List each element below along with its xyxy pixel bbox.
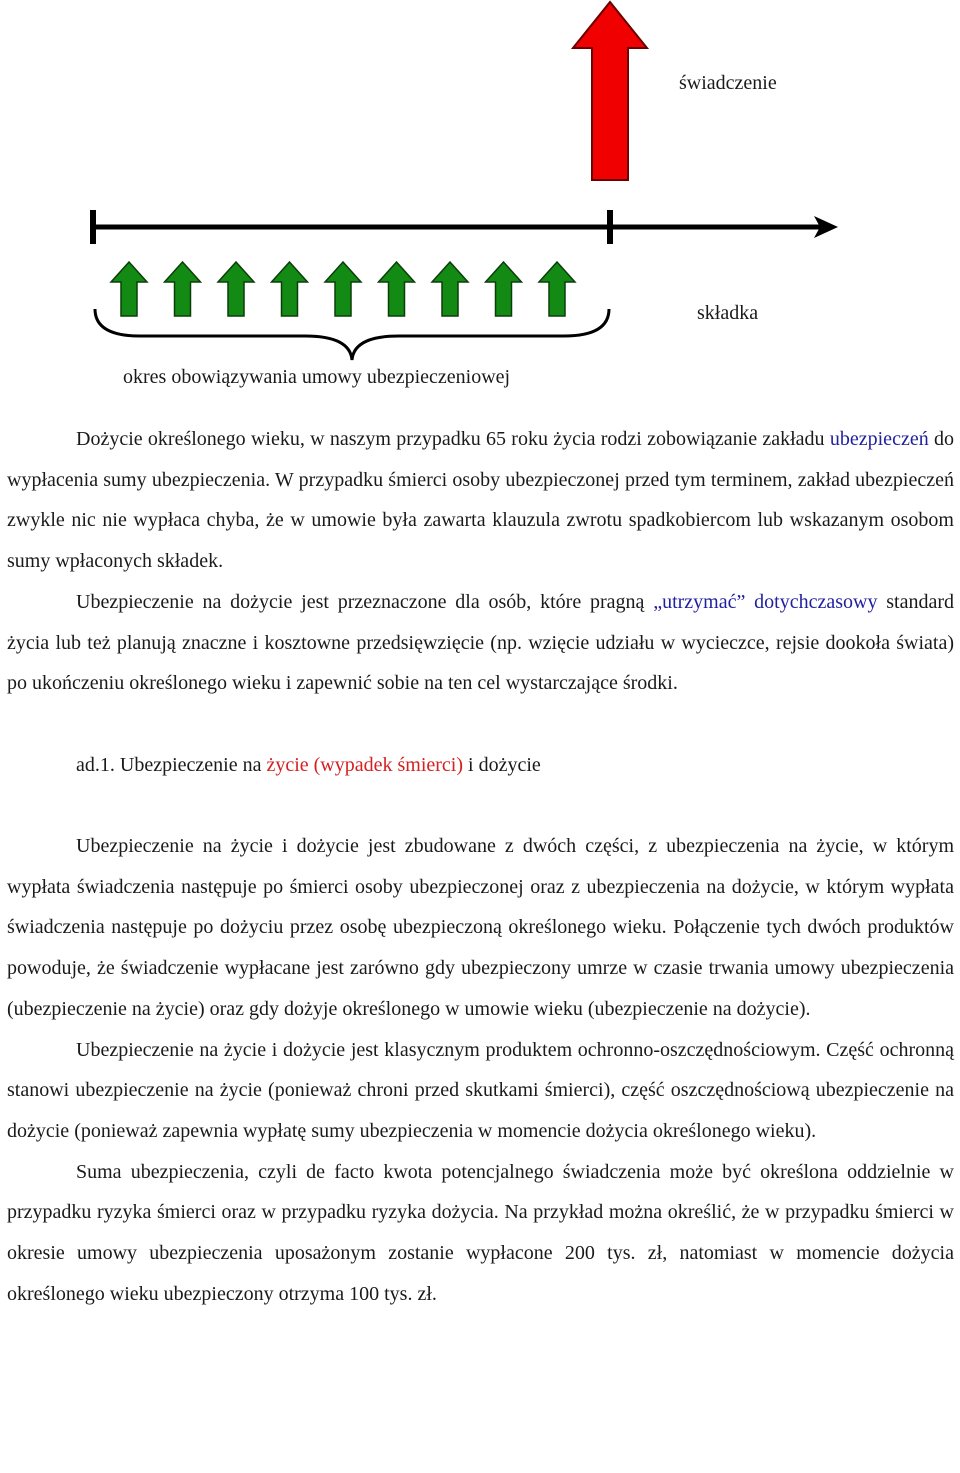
section-heading <box>7 745 954 786</box>
paragraph-1-text-b: do wypłacenia sumy ubezpieczenia. W przypadku śmierci osoby ubezpieczonej przed tym terminem, zakład ubezpieczeń zwykle nic nie wypłaca chyba, że w umowie była zawarta klauzula zwrotu spadkobiercom lub wskazanym osobom sumy wpłaconych składek. <box>7 428 955 573</box>
premium-arrow <box>272 262 308 316</box>
paragraph-2-text-b: standard życia lub też planują znaczne i kosztowne przedsięwzięcie (np. wzięcie udziału w wycieczce, rejsie dookoła świata) po ukończeniu określonego wieku i zapewnić sobie na ten cel wystarczające środki. <box>7 590 954 695</box>
premium-arrows <box>111 262 575 316</box>
paragraph-2 <box>7 582 954 704</box>
premium-arrow <box>432 262 468 316</box>
insurance-link[interactable]: ubezpieczeń <box>829 428 929 450</box>
period-brace <box>95 309 609 360</box>
paragraph-1-text-a: Dożycie określonego wieku, w naszym przypadku 65 roku życia rodzi zobowiązanie zakładu <box>76 428 830 450</box>
premium-label: składka <box>697 302 759 324</box>
premium-arrow <box>111 262 147 316</box>
timeline-diagram <box>0 0 960 380</box>
paragraph-4: Ubezpieczenie na życie i dożycie jest klasycznym produktem ochronno-oszczędnościowym. Część ochronną stanowi ubezpieczenie na życie (ponieważ chroni przed skutkami śmierci), część oszczędnościową ubezpieczenie na dożycie (ponieważ zapewnia wypłatę sumy ubezpieczenia w momencie dożycia określonego wieku). <box>7 1038 954 1142</box>
document-body <box>7 419 954 1314</box>
premium-arrow <box>379 262 415 316</box>
premium-arrow <box>218 262 254 316</box>
heading-text-b: i dożycie <box>463 753 541 776</box>
paragraph-1 <box>7 419 954 582</box>
heading-highlight: życie (wypadek śmierci) <box>266 753 464 776</box>
benefit-label: świadczenie <box>679 72 777 94</box>
paragraph-5: Suma ubezpieczenia, czyli de facto kwota potencjalnego świadczenia może być określona oddzielnie w przypadku ryzyka śmierci oraz w przypadku ryzyka dożycia. Na przykład można określić, że w przypadku śmierci w okresie umowy ubezpieczenia uposażonym zostanie wypłacone 200 tys. zł, natomiast w momencie dożycia określonego wieku ubezpieczony otrzyma 100 tys. zł. <box>7 1160 954 1305</box>
premium-arrow <box>539 262 575 316</box>
period-label: okres obowiązywania umowy ubezpieczeniowej <box>123 366 511 388</box>
premium-arrow <box>165 262 201 316</box>
keep-standard-link[interactable]: „utrzymać” dotychczasowy <box>653 590 878 613</box>
premium-arrow <box>325 262 361 316</box>
premium-arrow <box>486 262 522 316</box>
benefit-arrow <box>573 2 647 180</box>
paragraph-3: Ubezpieczenie na życie i dożycie jest zbudowane z dwóch części, z ubezpieczenia na życie, w którym wypłata świadczenia następuje po śmierci osoby ubezpieczonej oraz z ubezpieczenia na dożycie, w którym wypłata świadczenia następuje po dożyciu przez osobę ubezpieczoną określonego wieku. Połączenie tych dwóch produktów powoduje, że świadczenie wypłacane jest zarówno gdy ubezpieczony umrze w czasie trwania umowy ubezpieczenia (ubezpieczenie na życie) oraz gdy dożyje określonego w umowie wieku (ubezpieczenie na dożycie). <box>7 835 954 1020</box>
paragraph-2-text-a: Ubezpieczenie na dożycie jest przeznaczone dla osób, które pragną <box>76 590 654 613</box>
heading-text-a: ad.1. Ubezpieczenie na <box>76 753 267 776</box>
